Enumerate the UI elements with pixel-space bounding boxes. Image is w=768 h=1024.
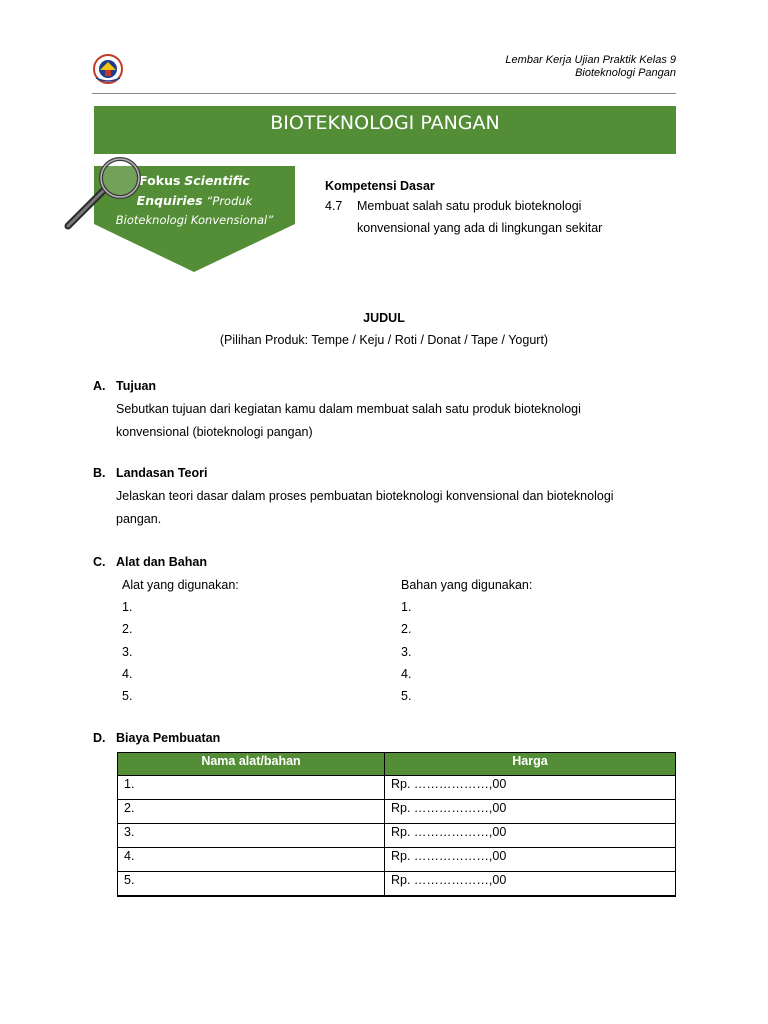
header-nama: Nama alat/bahan <box>118 753 385 776</box>
bahan-list <box>401 574 532 707</box>
badge-quote-2: Bioteknologi Konvensional” <box>115 213 274 227</box>
kompetensi-dasar <box>325 177 602 239</box>
section-a-line-2: konvensional (bioteknologi pangan) <box>116 425 313 439</box>
alat-label: Alat yang digunakan: <box>122 578 239 592</box>
cost-table <box>117 752 676 897</box>
section-b-line-2: pangan. <box>116 512 162 526</box>
list-item: 1. <box>122 600 133 615</box>
section-d-letter: D. <box>93 731 106 745</box>
list-item: 2. <box>122 622 133 637</box>
list-item: 5. <box>401 689 412 704</box>
table-cell: 1. <box>118 776 385 800</box>
alat-list <box>122 574 239 707</box>
badge-word-scientific: Scientific <box>184 173 250 188</box>
section-c-letter: C. <box>93 555 106 569</box>
section-landasan-teori <box>93 464 614 531</box>
section-d-title: Biaya Pembuatan <box>116 731 221 745</box>
table-row <box>118 776 676 800</box>
section-b-line-1: Jelaskan teori dasar dalam proses pembuatan bioteknologi konvensional dan bioteknologi <box>116 489 614 503</box>
section-c-title: Alat dan Bahan <box>116 555 207 569</box>
header-harga: Harga <box>385 753 676 776</box>
magnifier-icon <box>60 156 152 232</box>
section-tujuan <box>93 377 581 444</box>
table-row <box>118 824 676 848</box>
banner-title: BIOTEKNOLOGI PANGAN <box>270 112 500 134</box>
section-biaya <box>93 729 220 747</box>
document-header <box>505 54 676 80</box>
kompetensi-number: 4.7 <box>325 199 343 213</box>
table-cell: Rp. ………………,00 <box>385 776 676 800</box>
kompetensi-title: Kompetensi Dasar <box>325 179 435 193</box>
header-divider <box>92 93 676 94</box>
judul-title: JUDUL <box>363 311 405 325</box>
header-line-2: Bioteknologi Pangan <box>575 67 676 79</box>
list-item: 4. <box>122 666 133 681</box>
table-row <box>118 872 676 897</box>
section-a-letter: A. <box>93 379 106 393</box>
section-b-title: Landasan Teori <box>116 466 208 480</box>
table-row <box>118 848 676 872</box>
table-cell: Rp. ………………,00 <box>385 848 676 872</box>
badge-word-fokus: Fokus <box>139 173 181 188</box>
list-item: 3. <box>401 644 412 659</box>
list-item: 3. <box>122 644 133 659</box>
list-item: 2. <box>401 622 412 637</box>
section-b-letter: B. <box>93 466 106 480</box>
table-cell: Rp. ………………,00 <box>385 872 676 897</box>
header-line-1: Lembar Kerja Ujian Praktik Kelas 9 <box>505 54 676 66</box>
table-cell: 2. <box>118 800 385 824</box>
badge-word-enquiries: Enquiries <box>136 193 203 208</box>
judul-subtitle: (Pilihan Produk: Tempe / Keju / Roti / Donat / Tape / Yogurt) <box>219 333 549 347</box>
section-alat-bahan <box>93 553 207 571</box>
table-row <box>118 800 676 824</box>
kompetensi-line-2: konvensional yang ada di lingkungan sekitar <box>357 221 603 235</box>
table-cell: 4. <box>118 848 385 872</box>
section-a-line-1: Sebutkan tujuan dari kegiatan kamu dalam membuat salah satu produk bioteknologi <box>116 402 581 416</box>
title-banner <box>94 106 676 154</box>
school-logo-icon <box>90 53 126 85</box>
table-header-row <box>118 753 676 776</box>
bahan-label: Bahan yang digunakan: <box>401 578 533 592</box>
section-a-title: Tujuan <box>116 379 157 393</box>
table-cell: 5. <box>118 872 385 897</box>
badge-quote-1: “Produk <box>206 194 253 208</box>
table-cell: Rp. ………………,00 <box>385 824 676 848</box>
list-item: 1. <box>401 600 412 615</box>
list-item: 5. <box>122 689 133 704</box>
list-item: 4. <box>401 666 412 681</box>
table-cell: Rp. ………………,00 <box>385 800 676 824</box>
kompetensi-line-1: Membuat salah satu produk bioteknologi <box>357 199 582 213</box>
table-cell: 3. <box>118 824 385 848</box>
